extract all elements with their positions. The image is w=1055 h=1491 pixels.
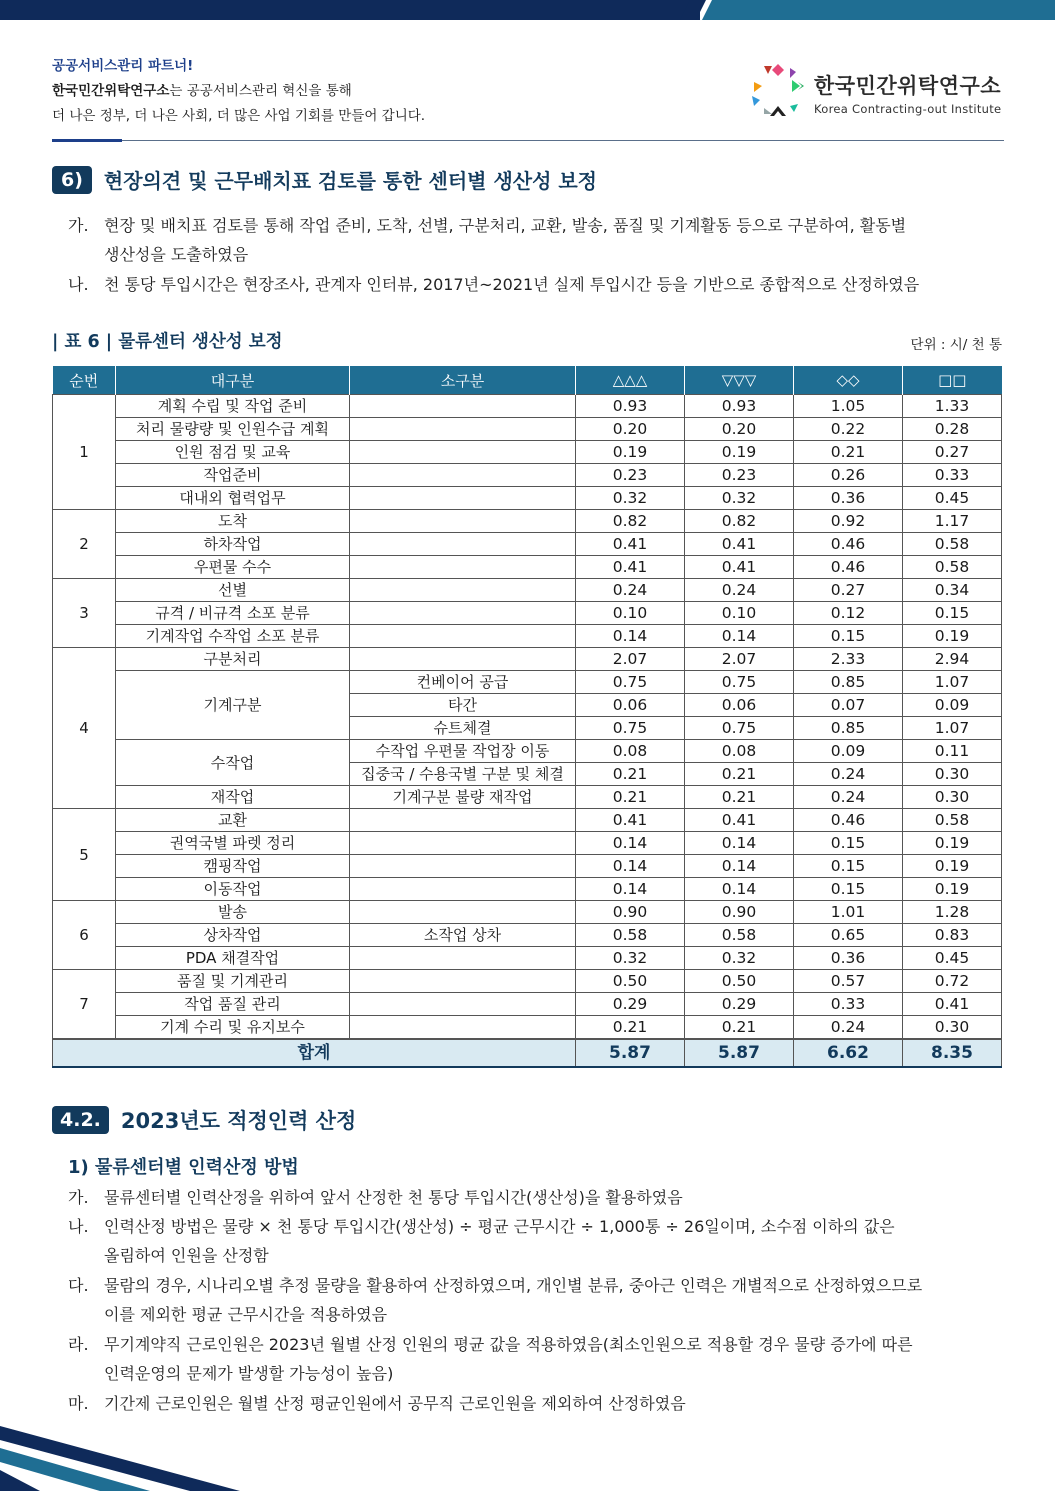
cell-value: 2.07 <box>576 648 685 671</box>
cell-value: 0.33 <box>903 464 1002 487</box>
cell-value: 0.14 <box>685 855 794 878</box>
cell-value: 0.21 <box>685 763 794 786</box>
cell-value: 0.14 <box>576 878 685 901</box>
cell-value: 0.41 <box>685 533 794 556</box>
cell-major-category: 수작업 <box>116 740 350 786</box>
cell-value: 0.46 <box>794 556 903 579</box>
section-6-heading <box>52 165 597 194</box>
cell-value: 0.45 <box>903 947 1002 970</box>
cell-value: 0.41 <box>685 809 794 832</box>
cell-value: 0.46 <box>794 533 903 556</box>
cell-value: 0.33 <box>794 993 903 1016</box>
table-row <box>53 832 1002 855</box>
cell-value: 0.50 <box>685 970 794 993</box>
logo-mark-icon <box>748 62 806 118</box>
cell-value: 0.90 <box>576 901 685 924</box>
cell-value: 0.85 <box>794 671 903 694</box>
cell-minor-category: 타간 <box>350 694 576 717</box>
cell-value: 1.01 <box>794 901 903 924</box>
cell-minor-category: 수작업 우편물 작업장 이동 <box>350 740 576 763</box>
cell-value: 0.75 <box>576 717 685 740</box>
cell-minor-category: 슈트체결 <box>350 717 576 740</box>
cell-value: 0.21 <box>576 1016 685 1040</box>
cell-value: 0.82 <box>576 510 685 533</box>
cell-minor-category <box>350 441 576 464</box>
cell-value: 0.15 <box>794 855 903 878</box>
row-group-number: 6 <box>53 901 116 970</box>
cell-major-category: 기계구분 <box>116 671 350 740</box>
table-row <box>53 418 1002 441</box>
cell-major-category: 상차작업 <box>116 924 350 947</box>
cell-minor-category <box>350 418 576 441</box>
row-group-number: 3 <box>53 579 116 648</box>
col-header-center-c: ◇◇ <box>794 366 903 395</box>
cell-value: 0.46 <box>794 809 903 832</box>
cell-minor-category <box>350 602 576 625</box>
table-row <box>53 602 1002 625</box>
cell-value: 0.58 <box>903 533 1002 556</box>
cell-major-category: 기계작업 수작업 소포 분류 <box>116 625 350 648</box>
cell-major-category: 재작업 <box>116 786 350 809</box>
section-4-2-subtitle: 1) 물류센터별 인력산정 방법 <box>68 1157 299 1178</box>
cell-value: 0.29 <box>576 993 685 1016</box>
cell-value: 0.14 <box>576 625 685 648</box>
section-4-2-item-ma: 마. 기간제 근로인원은 월별 산정 평균인원에서 공무직 근로인원을 제외하여 산정하였음 <box>68 1394 686 1413</box>
cell-value: 0.29 <box>685 993 794 1016</box>
cell-minor-category: 소작업 상차 <box>350 924 576 947</box>
cell-value: 0.41 <box>576 556 685 579</box>
cell-value: 0.28 <box>903 418 1002 441</box>
cell-value: 0.41 <box>903 993 1002 1016</box>
cell-value: 0.19 <box>685 441 794 464</box>
cell-major-category: 도착 <box>116 510 350 533</box>
cell-value: 0.24 <box>794 763 903 786</box>
cell-value: 0.72 <box>903 970 1002 993</box>
table-title: | 표 6 | 물류센터 생산성 보정 <box>52 332 283 352</box>
cell-value: 0.58 <box>685 924 794 947</box>
cell-value: 0.34 <box>903 579 1002 602</box>
cell-minor-category <box>350 464 576 487</box>
cell-value: 0.19 <box>903 625 1002 648</box>
cell-minor-category <box>350 947 576 970</box>
cell-value: 0.41 <box>576 533 685 556</box>
cell-minor-category <box>350 510 576 533</box>
table-row <box>53 464 1002 487</box>
cell-value: 0.09 <box>903 694 1002 717</box>
section-6-item-ga: 가. 현장 및 배치표 검토를 통해 작업 준비, 도착, 선별, 구분처리, 교환, 발송, 품질 및 기계활동 등으로 구분하여, 활동별 생산성을 도출하였음 <box>68 216 907 264</box>
row-group-number: 1 <box>53 395 116 510</box>
cell-value: 0.10 <box>685 602 794 625</box>
cell-major-category: 계획 수립 및 작업 준비 <box>116 395 350 418</box>
total-value: 5.87 <box>685 1039 794 1067</box>
table-row <box>53 487 1002 510</box>
cell-value: 0.14 <box>576 855 685 878</box>
cell-minor-category <box>350 970 576 993</box>
cell-value: 0.21 <box>794 441 903 464</box>
cell-value: 0.30 <box>903 786 1002 809</box>
cell-value: 0.82 <box>685 510 794 533</box>
row-group-number: 7 <box>53 970 116 1040</box>
cell-value: 1.33 <box>903 395 1002 418</box>
institute-logo <box>748 62 1008 122</box>
table-row <box>53 924 1002 947</box>
productivity-table <box>52 366 1002 1068</box>
table-row <box>53 625 1002 648</box>
cell-minor-category <box>350 809 576 832</box>
cell-value: 0.20 <box>685 418 794 441</box>
tagline-mission: 한국민간위탁연구소는 공공서비스관리 혁신을 통해 <box>52 83 352 99</box>
cell-major-category: 처리 물량량 및 인원수급 계획 <box>116 418 350 441</box>
col-header-center-a: △△△ <box>576 366 685 395</box>
cell-minor-category <box>350 832 576 855</box>
cell-value: 0.83 <box>903 924 1002 947</box>
cell-value: 0.36 <box>794 487 903 510</box>
col-header-major: 대구분 <box>116 366 350 395</box>
cell-value: 0.21 <box>576 763 685 786</box>
cell-value: 0.14 <box>685 625 794 648</box>
cell-value: 0.36 <box>794 947 903 970</box>
cell-major-category: 우편물 수수 <box>116 556 350 579</box>
cell-minor-category <box>350 648 576 671</box>
cell-major-category: 캠핑작업 <box>116 855 350 878</box>
section-4-2-item-da: 다. 물람의 경우, 시나리오별 추정 물량을 활용하여 산정하였으며, 개인별 분류, 중아근 인력은 개별적으로 산정하였으므로 이를 제외한 평균 근무시간을 적용하였음 <box>68 1276 923 1324</box>
section-6-title: 현장의견 및 근무배치표 검토를 통한 센터별 생산성 보정 <box>103 169 598 193</box>
cell-value: 0.12 <box>794 602 903 625</box>
cell-value: 0.21 <box>576 786 685 809</box>
cell-value: 0.11 <box>903 740 1002 763</box>
cell-value: 0.15 <box>794 878 903 901</box>
cell-value: 0.58 <box>903 556 1002 579</box>
cell-minor-category <box>350 487 576 510</box>
cell-value: 0.23 <box>576 464 685 487</box>
cell-minor-category <box>350 579 576 602</box>
cell-minor-category <box>350 878 576 901</box>
cell-value: 0.14 <box>685 878 794 901</box>
cell-value: 0.10 <box>576 602 685 625</box>
cell-value: 0.93 <box>576 395 685 418</box>
cell-minor-category <box>350 395 576 418</box>
table-row <box>53 1016 1002 1040</box>
table-row <box>53 740 1002 763</box>
cell-value: 0.24 <box>685 579 794 602</box>
cell-major-category: 이동작업 <box>116 878 350 901</box>
cell-value: 0.09 <box>794 740 903 763</box>
cell-value: 0.90 <box>685 901 794 924</box>
col-header-center-d: □□ <box>903 366 1002 395</box>
cell-value: 0.75 <box>685 717 794 740</box>
cell-value: 0.32 <box>576 487 685 510</box>
table-row <box>53 786 1002 809</box>
cell-major-category: 하차작업 <box>116 533 350 556</box>
cell-major-category: PDA 채결작업 <box>116 947 350 970</box>
cell-value: 0.24 <box>576 579 685 602</box>
cell-value: 0.57 <box>794 970 903 993</box>
cell-value: 0.06 <box>576 694 685 717</box>
cell-minor-category <box>350 855 576 878</box>
cell-value: 0.92 <box>794 510 903 533</box>
table-row <box>53 878 1002 901</box>
cell-major-category: 구분처리 <box>116 648 350 671</box>
section-6-item-na: 나. 천 통당 투입시간은 현장조사, 관계자 인터뷰, 2017년~2021년 실제 투입시간 등을 기반으로 종합적으로 산정하였음 <box>68 275 920 294</box>
tagline-vision: 더 나은 정부, 더 나은 사회, 더 많은 사업 기회를 만들어 갑니다. <box>52 108 426 124</box>
total-label: 합계 <box>53 1039 576 1067</box>
cell-value: 0.27 <box>794 579 903 602</box>
cell-value: 0.15 <box>903 602 1002 625</box>
cell-major-category: 권역국별 파렛 정리 <box>116 832 350 855</box>
table-header-row <box>53 366 1002 395</box>
table-total-row <box>53 1039 1002 1067</box>
cell-value: 0.14 <box>685 832 794 855</box>
cell-value: 0.75 <box>576 671 685 694</box>
cell-value: 0.22 <box>794 418 903 441</box>
section-4-2-item-ra: 라. 무기계약직 근로인원은 2023년 월별 산정 인원의 평균 값을 적용하였음(최소인원으로 적용할 경우 물량 증가에 따른 인력운영의 문제가 발생할 가능성이 높음) <box>68 1335 913 1383</box>
cell-value: 0.20 <box>576 418 685 441</box>
cell-major-category: 교환 <box>116 809 350 832</box>
table-row <box>53 901 1002 924</box>
table-row <box>53 671 1002 694</box>
cell-major-category: 선별 <box>116 579 350 602</box>
cell-major-category: 규격 / 비규격 소포 분류 <box>116 602 350 625</box>
cell-value: 0.19 <box>576 441 685 464</box>
cell-value: 2.07 <box>685 648 794 671</box>
cell-value: 1.07 <box>903 717 1002 740</box>
cell-value: 1.17 <box>903 510 1002 533</box>
cell-value: 0.58 <box>903 809 1002 832</box>
section-4-2-item-ga: 가. 물류센터별 인력산정을 위하여 앞서 산정한 천 통당 투입시간(생산성)을 활용하였음 <box>68 1188 683 1207</box>
cell-minor-category <box>350 1016 576 1040</box>
cell-value: 0.07 <box>794 694 903 717</box>
cell-value: 0.85 <box>794 717 903 740</box>
cell-value: 0.75 <box>685 671 794 694</box>
top-banner <box>0 0 1055 20</box>
cell-value: 0.93 <box>685 395 794 418</box>
cell-value: 0.58 <box>576 924 685 947</box>
cell-major-category: 품질 및 기계관리 <box>116 970 350 993</box>
logo-korean-name: 한국민간위탁연구소 <box>814 74 1002 98</box>
table-row <box>53 510 1002 533</box>
cell-value: 0.21 <box>685 1016 794 1040</box>
section-6-badge: 6) <box>52 166 92 194</box>
cell-value: 0.32 <box>685 947 794 970</box>
cell-value: 0.14 <box>576 832 685 855</box>
cell-value: 0.06 <box>685 694 794 717</box>
cell-value: 1.28 <box>903 901 1002 924</box>
col-header-no: 순번 <box>53 366 116 395</box>
section-4-2-title: 2023년도 적정인력 산정 <box>120 1109 357 1133</box>
cell-minor-category: 컨베이어 공급 <box>350 671 576 694</box>
cell-value: 1.05 <box>794 395 903 418</box>
bottom-corner-decoration <box>0 1420 260 1491</box>
cell-major-category: 작업준비 <box>116 464 350 487</box>
cell-minor-category: 기계구분 불량 재작업 <box>350 786 576 809</box>
row-group-number: 4 <box>53 648 116 809</box>
cell-value: 0.26 <box>794 464 903 487</box>
total-value: 8.35 <box>903 1039 1002 1067</box>
table-row <box>53 970 1002 993</box>
cell-value: 2.94 <box>903 648 1002 671</box>
table-unit: 단위 : 시/ 천 통 <box>910 337 1002 353</box>
col-header-minor: 소구분 <box>350 366 576 395</box>
cell-value: 0.15 <box>794 832 903 855</box>
table-row <box>53 809 1002 832</box>
cell-value: 0.30 <box>903 763 1002 786</box>
cell-major-category: 인원 점검 및 교육 <box>116 441 350 464</box>
row-group-number: 5 <box>53 809 116 901</box>
tagline-partner: 공공서비스관리 파트너! <box>52 58 194 74</box>
cell-value: 0.08 <box>576 740 685 763</box>
cell-value: 0.41 <box>685 556 794 579</box>
cell-value: 0.23 <box>685 464 794 487</box>
header-divider <box>52 140 1004 141</box>
cell-major-category: 발송 <box>116 901 350 924</box>
cell-value: 0.19 <box>903 855 1002 878</box>
table-row <box>53 533 1002 556</box>
total-value: 6.62 <box>794 1039 903 1067</box>
table-row <box>53 855 1002 878</box>
cell-minor-category <box>350 625 576 648</box>
cell-value: 0.30 <box>903 1016 1002 1040</box>
cell-value: 0.15 <box>794 625 903 648</box>
cell-value: 0.21 <box>685 786 794 809</box>
cell-value: 0.50 <box>576 970 685 993</box>
section-4-2-heading <box>52 1105 356 1135</box>
table-row <box>53 648 1002 671</box>
section-4-2-item-na: 나. 인력산정 방법은 물량 × 천 통당 투입시간(생산성) ÷ 평균 근무시간 ÷ 1,000통 ÷ 26일이며, 소수점 이하의 값은 올림하여 인원을 산정함 <box>68 1217 895 1265</box>
col-header-center-b: ▽▽▽ <box>685 366 794 395</box>
cell-value: 0.24 <box>794 1016 903 1040</box>
cell-minor-category <box>350 556 576 579</box>
cell-major-category: 작업 품질 관리 <box>116 993 350 1016</box>
cell-value: 1.07 <box>903 671 1002 694</box>
cell-value: 0.27 <box>903 441 1002 464</box>
section-4-2-badge: 4.2. <box>52 1106 109 1134</box>
cell-value: 0.24 <box>794 786 903 809</box>
cell-minor-category <box>350 901 576 924</box>
cell-minor-category: 집중국 / 수용국별 구분 및 체결 <box>350 763 576 786</box>
table-row <box>53 947 1002 970</box>
table-row <box>53 579 1002 602</box>
cell-minor-category <box>350 993 576 1016</box>
header-tagline <box>52 54 425 129</box>
cell-value: 0.65 <box>794 924 903 947</box>
cell-value: 0.19 <box>903 878 1002 901</box>
cell-value: 0.32 <box>576 947 685 970</box>
cell-minor-category <box>350 533 576 556</box>
cell-value: 0.41 <box>576 809 685 832</box>
cell-value: 0.19 <box>903 832 1002 855</box>
cell-value: 0.08 <box>685 740 794 763</box>
cell-value: 0.45 <box>903 487 1002 510</box>
cell-major-category: 기계 수리 및 유지보수 <box>116 1016 350 1040</box>
table-row <box>53 556 1002 579</box>
total-value: 5.87 <box>576 1039 685 1067</box>
table-row <box>53 993 1002 1016</box>
table-row <box>53 395 1002 418</box>
table-row <box>53 441 1002 464</box>
cell-major-category: 대내외 협력업무 <box>116 487 350 510</box>
cell-value: 0.32 <box>685 487 794 510</box>
logo-english-name: Korea Contracting-out Institute <box>814 102 1002 116</box>
row-group-number: 2 <box>53 510 116 579</box>
header-divider-accent <box>52 139 122 142</box>
cell-value: 2.33 <box>794 648 903 671</box>
